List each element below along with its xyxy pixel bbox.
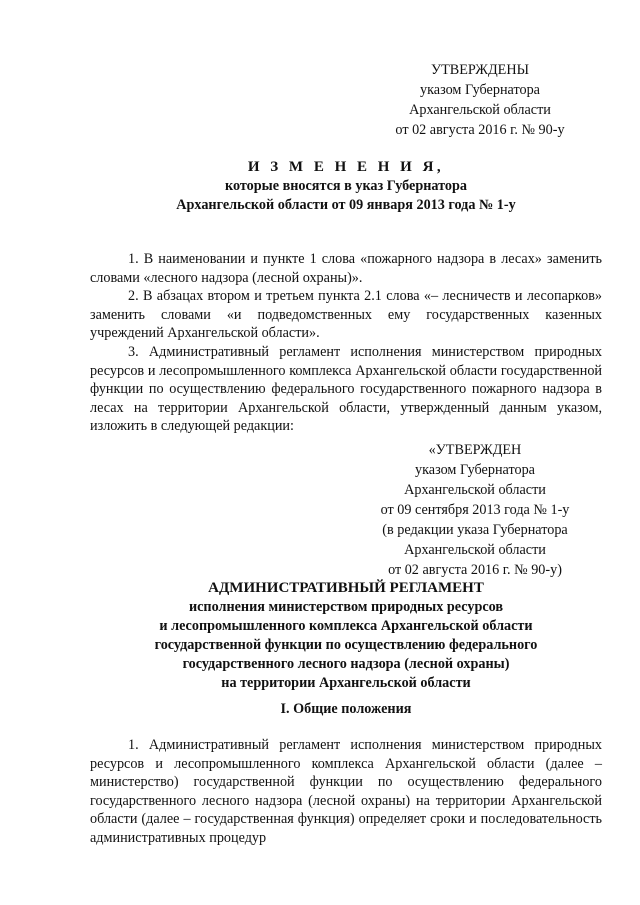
- changes-subheading: Архангельской области от 09 января 2013 года № 1-у: [176, 197, 516, 213]
- regulation-subheading: и лесопромышленного комплекса Архангельской области: [159, 618, 533, 634]
- approval-stamp-top: [370, 60, 590, 140]
- regulation-heading: АДМИНИСТРАТИВНЫЙ РЕГЛАМЕНТ: [208, 580, 484, 596]
- changes-list: [90, 250, 602, 436]
- change-item: 1. В наименовании и пункте 1 слова «пожарного надзора в лесах» заменить словами «лесного надзора (лесной охраны)».: [90, 251, 602, 286]
- change-item: 2. В абзацах втором и третьем пункта 2.1 слова «– лесничеств и лесопарков» заменить словами «и подведомственных ему государственных казенных учреждений Архангельской области».: [90, 288, 602, 342]
- approval-line: от 02 августа 2016 г. № 90-у: [395, 122, 565, 138]
- approval-line: «УТВЕРЖДЕН: [428, 442, 522, 458]
- approval-line: Архангельской области: [409, 102, 551, 118]
- regulation-body: [90, 736, 602, 848]
- regulation-subheading: государственной функции по осуществлению федерального: [154, 637, 538, 653]
- approval-line: указом Губернатора: [415, 462, 535, 478]
- changes-subheading: которые вносятся в указ Губернатора: [225, 178, 467, 194]
- approval-line: указом Губернатора: [420, 82, 540, 98]
- approval-line: УТВЕРЖДЕНЫ: [431, 62, 529, 78]
- regulation-subheading: исполнения министерством природных ресурсов: [188, 599, 504, 615]
- approval-line: Архангельской области: [404, 482, 546, 498]
- regulation-subheading: государственного лесного надзора (лесной охраны): [182, 656, 510, 672]
- approval-line: (в редакции указа Губернатора: [382, 522, 568, 538]
- regulation-subheading: на территории Архангельской области: [221, 675, 471, 691]
- approval-line: Архангельской области: [404, 542, 546, 558]
- approval-stamp-inner: [365, 440, 585, 580]
- changes-title: [90, 158, 602, 215]
- section-heading: [90, 700, 602, 719]
- section-title: I. Общие положения: [280, 701, 412, 717]
- change-item: 3. Административный регламент исполнения министерством природных ресурсов и лесопромышленного комплекса Архангельской области государственной функции по осуществлению федерального государственного пожарного надзора в лесах на территории Архангельской области, утвержденный данным указом, изложить в следующей редакции:: [90, 343, 602, 435]
- approval-line: от 02 августа 2016 г. № 90-у): [388, 562, 562, 578]
- regulation-title: [90, 579, 602, 693]
- changes-heading: И З М Е Н Е Н И Я,: [247, 159, 445, 175]
- regulation-paragraph: 1. Административный регламент исполнения министерством природных ресурсов и лесопромышленного комплекса Архангельской области (далее – министерство) государственной функции по осуществлению федерального государственного лесного надзора (лесной охраны) на территории Архангельской области (далее – государственная функция) определяет сроки и последовательность административных процедур: [90, 737, 602, 846]
- approval-line: от 09 сентября 2013 года № 1-у: [380, 502, 570, 518]
